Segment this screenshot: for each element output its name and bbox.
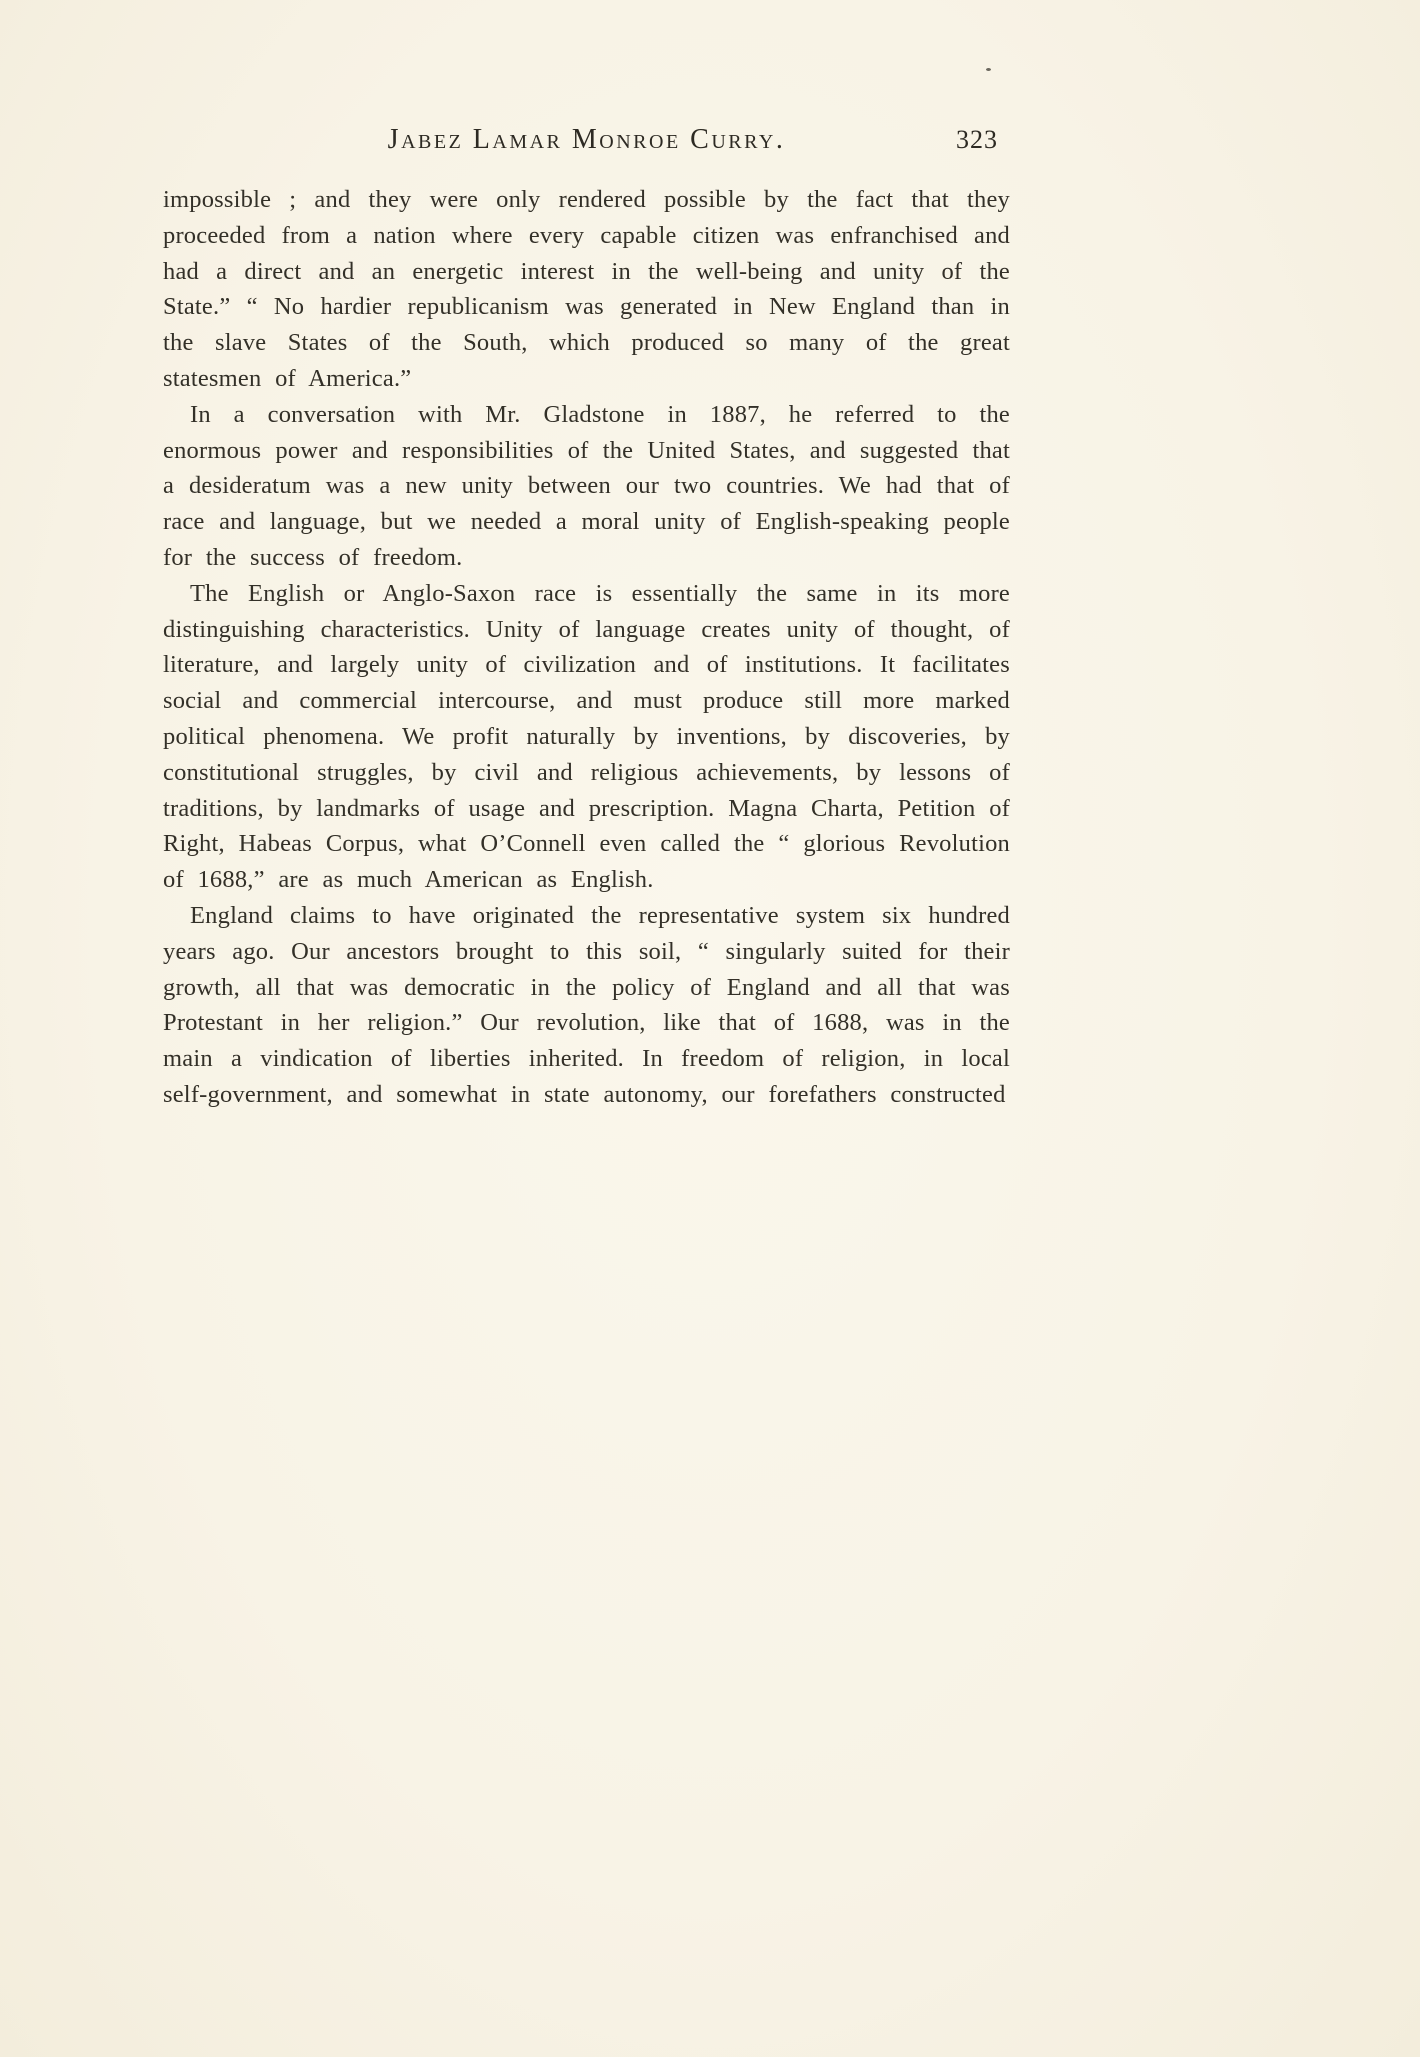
page-header: [163, 124, 1010, 164]
paragraph-2: In a conversation with Mr. Gladstone in 1887, he referred to the enormous power and responsibilities of the United States, and suggested that a desideratum was a new unity between our two countries. We had that of race and language, but we needed a moral unity of English-speaking people for the success of freedom.: [163, 400, 1010, 571]
paragraph-1: impossible ; and they were only rendered possible by the fact that they proceeded from a nation where every capable citizen was enfranchised and had a direct and an energetic interest in the well-being and unity of the State.” “ No hardier republicanism was generated in New England than in the slave States of the South, which produced so many of the great statesmen of America.”: [163, 186, 1010, 392]
paragraph-4: England claims to have originated the representative system six hundred years ago. Our ancestors brought to this soil, “ singularly suited for their growth, all that was democratic in the policy of England and all that was Protestant in her religion.” Our revolution, like that of 1688, was in the main a vindication of liberties inherited. In freedom of religion, in local self-government, and somewhat in state autonomy, our forefathers constructed: [163, 901, 1010, 1108]
scan-artifact-speck: [986, 68, 991, 71]
page-number: 323: [956, 125, 998, 154]
running-title: Jabez Lamar Monroe Curry.: [387, 124, 786, 155]
page-body: [163, 182, 1010, 1113]
paragraph-3: The English or Anglo-Saxon race is essentially the same in its more distinguishing characteristics. Unity of language creates unity of thought, of literature, and largely unity of civilization and of institutions. It facilitates social and commercial intercourse, and must produce still more marked political phenomena. We profit naturally by inventions, by discoveries, by constitutional struggles, by civil and religious achievements, by lessons of traditions, by landmarks of usage and prescription. Magna Charta, Petition of Right, Habeas Corpus, what O’Connell even called the “ glorious Revolution of 1688,” are as much American as English.: [163, 579, 1010, 894]
